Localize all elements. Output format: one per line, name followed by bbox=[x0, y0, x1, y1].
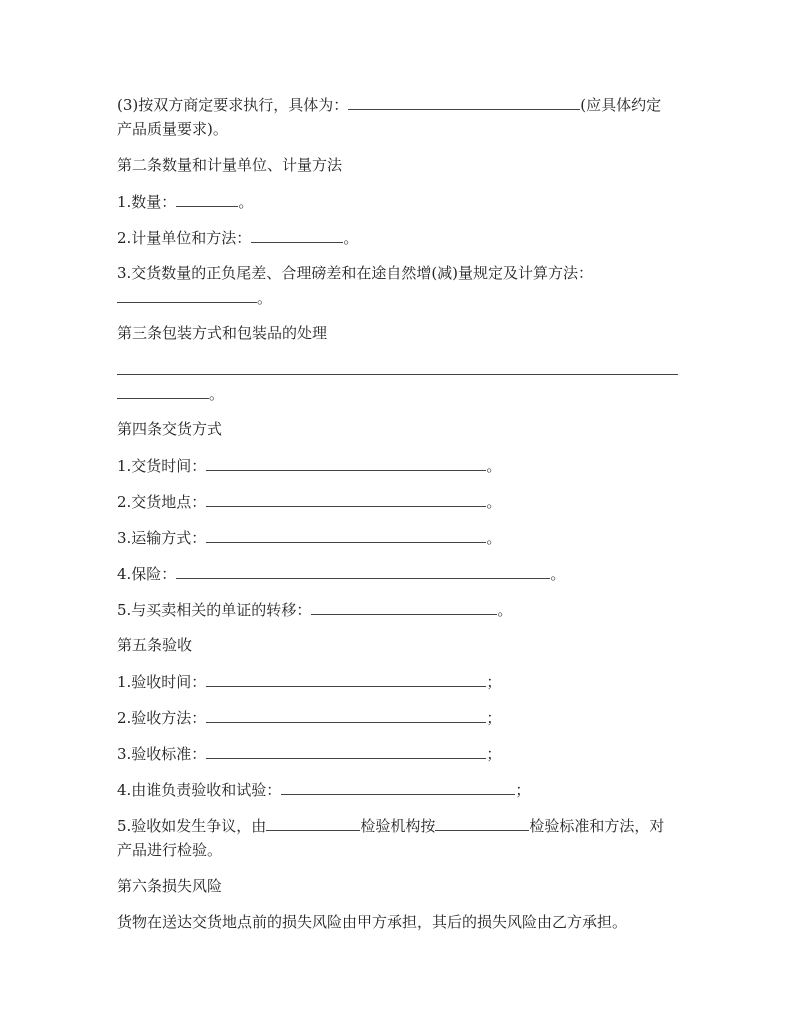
quality-requirement-blank bbox=[348, 92, 580, 110]
unit-method-line bbox=[117, 225, 358, 250]
section-3-title-text: 第三条包装方式和包装品的处理 bbox=[117, 324, 328, 342]
tolerance-label: 3.交货数量的正负尾差、合理磅差和在途自然增(减)量规定及计算方法： bbox=[117, 264, 594, 282]
inspection-time-label: 1.验收时间： bbox=[117, 673, 207, 691]
unit-method-end: 。 bbox=[343, 229, 359, 247]
packaging-blank-full bbox=[117, 374, 678, 375]
delivery-place-blank bbox=[206, 489, 486, 507]
delivery-place-end: 。 bbox=[486, 493, 502, 511]
insurance-blank bbox=[176, 561, 550, 579]
section-4-title bbox=[117, 417, 222, 441]
dispute-agency-blank bbox=[266, 813, 360, 831]
risk-text: 货物在送达交货地点前的损失风险由甲方承担，其后的损失风险由乙方承担。 bbox=[117, 913, 628, 931]
section-4-title-text: 第四条交货方式 bbox=[117, 420, 223, 438]
section-3-title bbox=[117, 321, 327, 345]
inspection-method-label: 2.验收方法： bbox=[117, 709, 207, 727]
delivery-time-label: 1.交货时间： bbox=[117, 457, 207, 475]
inspection-standard-line bbox=[117, 741, 501, 766]
quality-requirement-text: (3)按双方商定要求执行，具体为： bbox=[117, 96, 349, 114]
quantity-end: 。 bbox=[238, 193, 254, 211]
inspection-responsible-label: 4.由谁负责验收和试验： bbox=[117, 781, 282, 799]
transport-line bbox=[117, 525, 501, 550]
transport-end: 。 bbox=[486, 529, 502, 547]
inspection-method-end: ； bbox=[486, 709, 502, 727]
inspection-method-line bbox=[117, 705, 501, 730]
tolerance-line bbox=[117, 261, 593, 285]
section-5-title bbox=[117, 633, 192, 657]
insurance-end: 。 bbox=[550, 565, 566, 583]
section-2-title bbox=[117, 153, 342, 177]
section-2-title-text: 第二条数量和计量单位、计量方法 bbox=[117, 156, 343, 174]
section-6-title bbox=[117, 874, 222, 898]
dispute-line bbox=[117, 813, 664, 838]
section-5-title-text: 第五条验收 bbox=[117, 636, 193, 654]
documents-transfer-label: 5.与买卖相关的单证的转移： bbox=[117, 601, 312, 619]
quality-requirement-line bbox=[117, 92, 661, 117]
tolerance-end: 。 bbox=[257, 289, 273, 307]
delivery-time-end: 。 bbox=[486, 457, 502, 475]
transport-label: 3.运输方式： bbox=[117, 529, 207, 547]
insurance-line bbox=[117, 561, 565, 586]
inspection-standard-label: 3.验收标准： bbox=[117, 745, 207, 763]
inspection-method-blank bbox=[206, 705, 486, 723]
quantity-blank bbox=[176, 189, 238, 207]
delivery-time-line bbox=[117, 453, 501, 478]
section-6-title-text: 第六条损失风险 bbox=[117, 877, 223, 895]
delivery-place-label: 2.交货地点： bbox=[117, 493, 207, 511]
dispute-text-d: 产品进行检验。 bbox=[117, 841, 223, 859]
quality-requirement-line-2 bbox=[117, 117, 228, 141]
tolerance-line-2 bbox=[117, 285, 272, 310]
packaging-line-2 bbox=[117, 381, 224, 406]
inspection-time-line bbox=[117, 669, 501, 694]
packaging-end: 。 bbox=[209, 385, 225, 403]
unit-method-label: 2.计量单位和方法： bbox=[117, 229, 252, 247]
inspection-standard-blank bbox=[206, 741, 486, 759]
inspection-responsible-end: ； bbox=[515, 781, 531, 799]
delivery-place-line bbox=[117, 489, 501, 514]
quantity-label: 1.数量： bbox=[117, 193, 177, 211]
quantity-line bbox=[117, 189, 253, 214]
packaging-blank bbox=[117, 381, 209, 399]
documents-transfer-line bbox=[117, 597, 512, 622]
risk-line bbox=[117, 910, 627, 934]
inspection-responsible-line bbox=[117, 777, 530, 802]
inspection-time-end: ； bbox=[486, 673, 502, 691]
unit-method-blank bbox=[251, 225, 343, 243]
inspection-responsible-blank bbox=[281, 777, 515, 795]
quality-requirement-note-end: 产品质量要求)。 bbox=[117, 120, 228, 138]
transport-blank bbox=[206, 525, 486, 543]
documents-transfer-end: 。 bbox=[497, 601, 513, 619]
dispute-text-a: 5.验收如发生争议，由 bbox=[117, 817, 267, 835]
dispute-line-2 bbox=[117, 838, 222, 862]
delivery-time-blank bbox=[206, 453, 486, 471]
dispute-standard-blank bbox=[435, 813, 529, 831]
dispute-text-b: 检验机构按 bbox=[360, 817, 436, 835]
quality-requirement-note: (应具体约定 bbox=[580, 96, 662, 114]
inspection-standard-end: ； bbox=[486, 745, 502, 763]
insurance-label: 4.保险： bbox=[117, 565, 177, 583]
documents-transfer-blank bbox=[311, 597, 497, 615]
dispute-text-c: 检验标准和方法，对 bbox=[529, 817, 665, 835]
tolerance-blank bbox=[117, 285, 257, 303]
inspection-time-blank bbox=[206, 669, 486, 687]
